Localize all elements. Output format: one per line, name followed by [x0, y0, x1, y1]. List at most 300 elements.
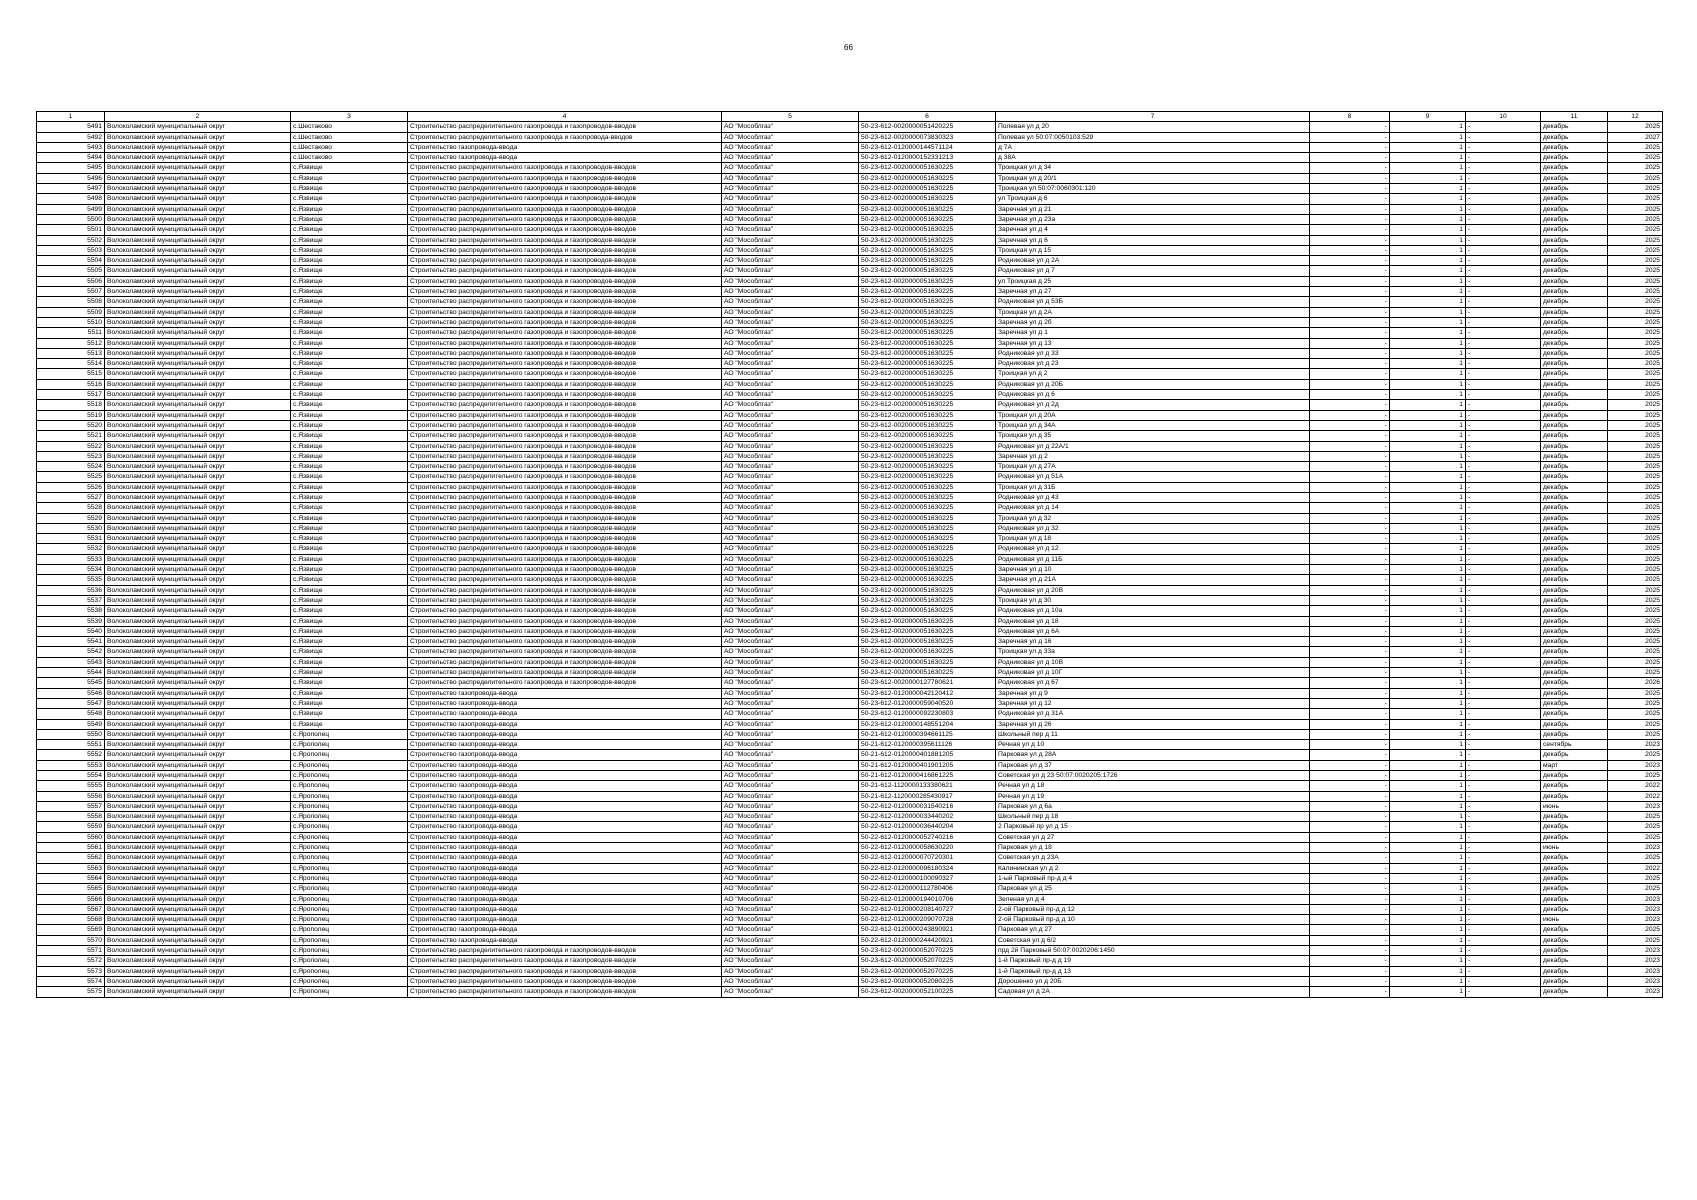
- cell-municipality: Волоколамский муниципальный округ: [105, 740, 291, 750]
- cell-settlement: с.Язвище: [291, 462, 408, 472]
- cell-quantity: 1: [1390, 853, 1466, 863]
- cell-address: Родниковая ул д 53Б: [996, 297, 1310, 307]
- cell-municipality: Волоколамский муниципальный округ: [105, 637, 291, 647]
- cell-quantity: 1: [1390, 317, 1466, 327]
- cell-quantity: 1: [1390, 204, 1466, 214]
- cell-organization: АО "Мособлгаз": [722, 214, 859, 224]
- table-row: [37, 451, 1663, 461]
- cell-organization: АО "Мособлгаз": [722, 595, 859, 605]
- cell-application-number: 50-23-612-0120000144571124: [859, 142, 996, 152]
- cell-application-number: 50-22-612-0120000112780406: [859, 884, 996, 894]
- cell-col-10: -: [1466, 637, 1541, 647]
- table-row: [37, 647, 1663, 657]
- cell-organization: АО "Мособлгаз": [722, 513, 859, 523]
- cell-settlement: с.Язвище: [291, 256, 408, 266]
- cell-quantity: 1: [1390, 163, 1466, 173]
- cell-year: 2025: [1608, 204, 1663, 214]
- cell-year: 2025: [1608, 225, 1663, 235]
- cell-month: декабрь: [1541, 750, 1608, 760]
- table-row: [37, 832, 1663, 842]
- cell-col-8: -: [1310, 214, 1390, 224]
- cell-month: декабрь: [1541, 616, 1608, 626]
- table-row: [37, 637, 1663, 647]
- cell-work-description: Строительство газопровода-ввода: [408, 781, 722, 791]
- cell-address: Троицкая ул д 2А: [996, 307, 1310, 317]
- cell-address: Заречная ул д 9: [996, 688, 1310, 698]
- cell-work-description: Строительство распределительного газопровода и газопроводов-вводов: [408, 338, 722, 348]
- table-row: [37, 801, 1663, 811]
- cell-work-description: Строительство распределительного газопровода и газопроводов-вводов: [408, 544, 722, 554]
- cell-row-number: 5547: [37, 698, 105, 708]
- table-row: [37, 616, 1663, 626]
- cell-address: Троицкая ул д 32: [996, 513, 1310, 523]
- cell-year: 2025: [1608, 245, 1663, 255]
- cell-settlement: с.Язвище: [291, 492, 408, 502]
- cell-year: 2025: [1608, 771, 1663, 781]
- cell-settlement: с.Ярополец: [291, 894, 408, 904]
- cell-municipality: Волоколамский муниципальный округ: [105, 482, 291, 492]
- cell-municipality: Волоколамский муниципальный округ: [105, 853, 291, 863]
- table-row: [37, 173, 1663, 183]
- cell-row-number: 5552: [37, 750, 105, 760]
- cell-row-number: 5557: [37, 801, 105, 811]
- cell-organization: АО "Мособлгаз": [722, 400, 859, 410]
- cell-settlement: с.Язвище: [291, 245, 408, 255]
- table-row: [37, 482, 1663, 492]
- cell-col-10: -: [1466, 873, 1541, 883]
- table-row: [37, 153, 1663, 163]
- cell-col-8: -: [1310, 873, 1390, 883]
- cell-row-number: 5496: [37, 173, 105, 183]
- cell-row-number: 5572: [37, 956, 105, 966]
- cell-application-number: 50-22-612-0120000058630220: [859, 843, 996, 853]
- table-row: [37, 307, 1663, 317]
- table-row: [37, 142, 1663, 152]
- cell-organization: АО "Мособлгаз": [722, 523, 859, 533]
- cell-address: Троицкая ул д 30: [996, 595, 1310, 605]
- cell-month: декабрь: [1541, 153, 1608, 163]
- cell-row-number: 5532: [37, 544, 105, 554]
- table-row: [37, 338, 1663, 348]
- cell-col-10: -: [1466, 884, 1541, 894]
- cell-application-number: 50-22-612-0120000209070728: [859, 915, 996, 925]
- cell-row-number: 5530: [37, 523, 105, 533]
- cell-address: Родниковая ул д 22А/1: [996, 441, 1310, 451]
- page-number: 66: [844, 43, 853, 52]
- cell-work-description: Строительство газопровода-ввода: [408, 925, 722, 935]
- cell-application-number: 50-23-612-0020000051630225: [859, 317, 996, 327]
- cell-application-number: 50-23-612-0020000051630225: [859, 225, 996, 235]
- cell-year: 2023: [1608, 987, 1663, 997]
- cell-organization: АО "Мособлгаз": [722, 791, 859, 801]
- cell-settlement: с.Язвище: [291, 235, 408, 245]
- cell-application-number: 50-23-612-0020000051630225: [859, 276, 996, 286]
- column-header-12: 12: [1608, 112, 1663, 122]
- cell-quantity: 1: [1390, 729, 1466, 739]
- cell-quantity: 1: [1390, 771, 1466, 781]
- cell-application-number: 50-22-612-0120000052740216: [859, 832, 996, 842]
- cell-organization: АО "Мособлгаз": [722, 410, 859, 420]
- cell-municipality: Волоколамский муниципальный округ: [105, 668, 291, 678]
- cell-year: 2025: [1608, 626, 1663, 636]
- cell-work-description: Строительство газопровода-ввода: [408, 709, 722, 719]
- cell-organization: АО "Мособлгаз": [722, 719, 859, 729]
- cell-address: 2-ой Парковый пр-д д 12: [996, 904, 1310, 914]
- cell-quantity: 1: [1390, 420, 1466, 430]
- cell-organization: АО "Мособлгаз": [722, 616, 859, 626]
- table-row: [37, 698, 1663, 708]
- cell-municipality: Волоколамский муниципальный округ: [105, 678, 291, 688]
- cell-month: декабрь: [1541, 472, 1608, 482]
- cell-row-number: 5512: [37, 338, 105, 348]
- cell-row-number: 5535: [37, 575, 105, 585]
- cell-settlement: с.Язвище: [291, 204, 408, 214]
- cell-application-number: 50-21-612-1120000285430917: [859, 791, 996, 801]
- table-row: [37, 400, 1663, 410]
- cell-settlement: с.Ярополец: [291, 884, 408, 894]
- cell-col-10: -: [1466, 256, 1541, 266]
- cell-address: Заречная ул д 2б: [996, 317, 1310, 327]
- cell-work-description: Строительство распределительного газопровода и газопроводов-вводов: [408, 400, 722, 410]
- cell-municipality: Волоколамский муниципальный округ: [105, 163, 291, 173]
- cell-month: декабрь: [1541, 142, 1608, 152]
- cell-col-8: -: [1310, 523, 1390, 533]
- cell-col-8: -: [1310, 987, 1390, 997]
- cell-settlement: с.Ярополец: [291, 729, 408, 739]
- cell-organization: АО "Мособлгаз": [722, 668, 859, 678]
- cell-settlement: с.Язвище: [291, 554, 408, 564]
- cell-settlement: с.Язвище: [291, 451, 408, 461]
- cell-application-number: 50-23-612-0020000051630225: [859, 204, 996, 214]
- cell-row-number: 5564: [37, 873, 105, 883]
- cell-year: 2022: [1608, 863, 1663, 873]
- cell-month: декабрь: [1541, 225, 1608, 235]
- cell-settlement: с.Ярополец: [291, 843, 408, 853]
- cell-work-description: Строительство распределительного газопровода и газопроводов-вводов: [408, 173, 722, 183]
- cell-col-10: -: [1466, 935, 1541, 945]
- cell-col-8: -: [1310, 904, 1390, 914]
- cell-municipality: Волоколамский муниципальный округ: [105, 832, 291, 842]
- table-row: [37, 729, 1663, 739]
- cell-year: 2025: [1608, 297, 1663, 307]
- table-row: [37, 565, 1663, 575]
- cell-organization: АО "Мособлгаз": [722, 709, 859, 719]
- cell-col-10: -: [1466, 853, 1541, 863]
- cell-work-description: Строительство газопровода-ввода: [408, 801, 722, 811]
- cell-municipality: Волоколамский муниципальный округ: [105, 410, 291, 420]
- table-row: [37, 266, 1663, 276]
- cell-col-10: -: [1466, 966, 1541, 976]
- cell-application-number: 50-21-612-0120000416861225: [859, 771, 996, 781]
- cell-col-8: -: [1310, 420, 1390, 430]
- cell-year: 2025: [1608, 719, 1663, 729]
- cell-settlement: с.Язвище: [291, 400, 408, 410]
- cell-col-10: -: [1466, 534, 1541, 544]
- cell-application-number: 50-23-612-0120000092230803: [859, 709, 996, 719]
- cell-col-10: -: [1466, 194, 1541, 204]
- cell-quantity: 1: [1390, 287, 1466, 297]
- cell-row-number: 5566: [37, 894, 105, 904]
- cell-row-number: 5556: [37, 791, 105, 801]
- cell-col-8: -: [1310, 317, 1390, 327]
- cell-organization: АО "Мособлгаз": [722, 801, 859, 811]
- cell-month: декабрь: [1541, 657, 1608, 667]
- cell-col-10: -: [1466, 153, 1541, 163]
- table-row: [37, 894, 1663, 904]
- cell-row-number: 5511: [37, 328, 105, 338]
- cell-application-number: 50-23-612-0020000051630225: [859, 575, 996, 585]
- cell-organization: АО "Мособлгаз": [722, 843, 859, 853]
- cell-month: декабрь: [1541, 400, 1608, 410]
- cell-quantity: 1: [1390, 266, 1466, 276]
- cell-year: 2023: [1608, 894, 1663, 904]
- cell-application-number: 50-23-612-0020000051630225: [859, 513, 996, 523]
- cell-row-number: 5513: [37, 348, 105, 358]
- cell-application-number: 50-23-612-0020000051420225: [859, 122, 996, 132]
- cell-year: 2025: [1608, 276, 1663, 286]
- cell-year: 2025: [1608, 884, 1663, 894]
- cell-work-description: Строительство распределительного газопровода и газопроводов-вводов: [408, 668, 722, 678]
- cell-municipality: Волоколамский муниципальный округ: [105, 266, 291, 276]
- cell-year: 2025: [1608, 338, 1663, 348]
- cell-year: 2025: [1608, 853, 1663, 863]
- cell-municipality: Волоколамский муниципальный округ: [105, 956, 291, 966]
- cell-work-description: Строительство распределительного газопровода и газопроводов-вводов: [408, 410, 722, 420]
- cell-municipality: Волоколамский муниципальный округ: [105, 884, 291, 894]
- cell-col-10: -: [1466, 647, 1541, 657]
- cell-col-8: -: [1310, 812, 1390, 822]
- cell-month: декабрь: [1541, 812, 1608, 822]
- cell-settlement: с.Язвище: [291, 338, 408, 348]
- table-row: [37, 369, 1663, 379]
- cell-organization: АО "Мособлгаз": [722, 750, 859, 760]
- data-table: [36, 111, 1663, 998]
- cell-organization: АО "Мособлгаз": [722, 441, 859, 451]
- cell-settlement: с.Язвище: [291, 698, 408, 708]
- cell-row-number: 5553: [37, 760, 105, 770]
- cell-quantity: 1: [1390, 369, 1466, 379]
- cell-work-description: Строительство распределительного газопровода и газопроводов-вводов: [408, 534, 722, 544]
- cell-quantity: 1: [1390, 441, 1466, 451]
- cell-row-number: 5571: [37, 946, 105, 956]
- cell-application-number: 50-22-612-0120000033440202: [859, 812, 996, 822]
- cell-municipality: Волоколамский муниципальный округ: [105, 348, 291, 358]
- cell-work-description: Строительство газопровода-ввода: [408, 935, 722, 945]
- cell-application-number: 50-23-612-0020000051630225: [859, 287, 996, 297]
- cell-col-10: -: [1466, 245, 1541, 255]
- cell-year: 2025: [1608, 544, 1663, 554]
- cell-address: Троицкая ул д 18: [996, 534, 1310, 544]
- cell-organization: АО "Мособлгаз": [722, 256, 859, 266]
- cell-application-number: 50-23-612-0020000051630225: [859, 431, 996, 441]
- cell-quantity: 1: [1390, 668, 1466, 678]
- cell-organization: АО "Мособлгаз": [722, 606, 859, 616]
- cell-row-number: 5506: [37, 276, 105, 286]
- cell-year: 2025: [1608, 348, 1663, 358]
- cell-month: декабрь: [1541, 287, 1608, 297]
- cell-work-description: Строительство распределительного газопровода и газопроводов-вводов: [408, 297, 722, 307]
- cell-year: 2023: [1608, 976, 1663, 986]
- cell-work-description: Строительство распределительного газопровода и газопроводов-вводов: [408, 122, 722, 132]
- cell-municipality: Волоколамский муниципальный округ: [105, 647, 291, 657]
- cell-settlement: с.Ярополец: [291, 791, 408, 801]
- cell-quantity: 1: [1390, 482, 1466, 492]
- cell-municipality: Волоколамский муниципальный округ: [105, 554, 291, 564]
- cell-year: 2026: [1608, 678, 1663, 688]
- cell-organization: АО "Мособлгаз": [722, 637, 859, 647]
- cell-work-description: Строительство распределительного газопровода и газопроводов-вводов: [408, 976, 722, 986]
- cell-application-number: 50-23-612-0120000059040520: [859, 698, 996, 708]
- cell-address: Родниковая ул д 32: [996, 523, 1310, 533]
- cell-settlement: с.Язвище: [291, 317, 408, 327]
- cell-col-8: -: [1310, 575, 1390, 585]
- cell-organization: АО "Мособлгаз": [722, 904, 859, 914]
- cell-address: Заречная ул д 21: [996, 204, 1310, 214]
- cell-settlement: с.Язвище: [291, 359, 408, 369]
- cell-quantity: 1: [1390, 184, 1466, 194]
- cell-municipality: Волоколамский муниципальный округ: [105, 585, 291, 595]
- cell-application-number: 50-22-612-0120000100090327: [859, 873, 996, 883]
- cell-month: декабрь: [1541, 709, 1608, 719]
- cell-work-description: Строительство газопровода-ввода: [408, 822, 722, 832]
- cell-application-number: 50-23-612-0020000051630225: [859, 328, 996, 338]
- cell-address: Троицкая ул д 20/1: [996, 173, 1310, 183]
- cell-organization: АО "Мособлгаз": [722, 884, 859, 894]
- cell-col-8: -: [1310, 266, 1390, 276]
- cell-application-number: 50-23-612-0120000152331213: [859, 153, 996, 163]
- cell-organization: АО "Мособлгаз": [722, 492, 859, 502]
- cell-address: Полевая ул д 20: [996, 122, 1310, 132]
- cell-address: Заречная ул д 2: [996, 451, 1310, 461]
- cell-application-number: 50-23-612-0020000051630225: [859, 214, 996, 224]
- cell-row-number: 5536: [37, 585, 105, 595]
- cell-address: Троицкая ул 50:07:0060301:120: [996, 184, 1310, 194]
- cell-settlement: с.Язвище: [291, 472, 408, 482]
- cell-row-number: 5517: [37, 390, 105, 400]
- cell-year: 2025: [1608, 441, 1663, 451]
- cell-quantity: 1: [1390, 791, 1466, 801]
- cell-application-number: 50-22-612-0120000208140727: [859, 904, 996, 914]
- cell-col-8: -: [1310, 534, 1390, 544]
- cell-application-number: 50-23-612-0020000051630225: [859, 163, 996, 173]
- cell-row-number: 5525: [37, 472, 105, 482]
- cell-application-number: 50-22-612-0120000096180324: [859, 863, 996, 873]
- cell-quantity: 1: [1390, 462, 1466, 472]
- cell-application-number: 50-23-612-0020000051630225: [859, 441, 996, 451]
- cell-year: 2023: [1608, 946, 1663, 956]
- cell-organization: АО "Мособлгаз": [722, 925, 859, 935]
- cell-quantity: 1: [1390, 132, 1466, 142]
- cell-col-8: -: [1310, 451, 1390, 461]
- cell-work-description: Строительство распределительного газопровода и газопроводов-вводов: [408, 225, 722, 235]
- cell-application-number: 50-23-612-0020000051630225: [859, 451, 996, 461]
- cell-work-description: Строительство распределительного газопровода и газопроводов-вводов: [408, 966, 722, 976]
- cell-application-number: 50-23-612-0020000051630225: [859, 595, 996, 605]
- cell-month: декабрь: [1541, 523, 1608, 533]
- table-row: [37, 184, 1663, 194]
- cell-application-number: 50-23-612-0020000051630225: [859, 626, 996, 636]
- cell-year: 2025: [1608, 390, 1663, 400]
- cell-month: декабрь: [1541, 781, 1608, 791]
- cell-col-8: -: [1310, 595, 1390, 605]
- cell-application-number: 50-23-612-0020000051630225: [859, 194, 996, 204]
- cell-col-8: -: [1310, 513, 1390, 523]
- cell-row-number: 5504: [37, 256, 105, 266]
- cell-year: 2025: [1608, 873, 1663, 883]
- cell-work-description: Строительство газопровода-ввода: [408, 863, 722, 873]
- cell-work-description: Строительство газопровода-ввода: [408, 884, 722, 894]
- cell-col-10: -: [1466, 225, 1541, 235]
- cell-municipality: Волоколамский муниципальный округ: [105, 935, 291, 945]
- cell-quantity: 1: [1390, 976, 1466, 986]
- table-row: [37, 863, 1663, 873]
- cell-quantity: 1: [1390, 451, 1466, 461]
- cell-quantity: 1: [1390, 626, 1466, 636]
- cell-col-8: -: [1310, 781, 1390, 791]
- cell-row-number: 5495: [37, 163, 105, 173]
- cell-row-number: 5507: [37, 287, 105, 297]
- cell-year: 2025: [1608, 307, 1663, 317]
- cell-application-number: 50-23-612-0020000051630225: [859, 256, 996, 266]
- cell-year: 2025: [1608, 287, 1663, 297]
- cell-month: декабрь: [1541, 678, 1608, 688]
- cell-row-number: 5574: [37, 976, 105, 986]
- cell-work-description: Строительство распределительного газопровода и газопроводов-вводов: [408, 987, 722, 997]
- cell-col-10: -: [1466, 173, 1541, 183]
- cell-municipality: Волоколамский муниципальный округ: [105, 729, 291, 739]
- cell-municipality: Волоколамский муниципальный округ: [105, 462, 291, 472]
- cell-organization: АО "Мособлгаз": [722, 153, 859, 163]
- cell-organization: АО "Мособлгаз": [722, 348, 859, 358]
- cell-row-number: 5555: [37, 781, 105, 791]
- cell-row-number: 5544: [37, 668, 105, 678]
- cell-organization: АО "Мособлгаз": [722, 894, 859, 904]
- cell-month: декабрь: [1541, 173, 1608, 183]
- cell-col-10: -: [1466, 379, 1541, 389]
- table-header-row: [37, 112, 1663, 122]
- cell-address: 2 Парковый пр ул д 15: [996, 822, 1310, 832]
- cell-month: декабрь: [1541, 791, 1608, 801]
- cell-col-8: -: [1310, 976, 1390, 986]
- table-row: [37, 843, 1663, 853]
- cell-organization: АО "Мособлгаз": [722, 585, 859, 595]
- cell-month: декабрь: [1541, 637, 1608, 647]
- table-row: [37, 822, 1663, 832]
- cell-work-description: Строительство распределительного газопровода и газопроводов-вводов: [408, 492, 722, 502]
- cell-organization: АО "Мособлгаз": [722, 935, 859, 945]
- cell-quantity: 1: [1390, 740, 1466, 750]
- cell-row-number: 5505: [37, 266, 105, 276]
- cell-organization: АО "Мособлгаз": [722, 163, 859, 173]
- cell-municipality: Волоколамский муниципальный округ: [105, 194, 291, 204]
- cell-col-10: -: [1466, 843, 1541, 853]
- table-row: [37, 328, 1663, 338]
- cell-col-8: -: [1310, 946, 1390, 956]
- table-row: [37, 750, 1663, 760]
- cell-settlement: с.Язвище: [291, 348, 408, 358]
- cell-work-description: Строительство газопровода-ввода: [408, 771, 722, 781]
- cell-quantity: 1: [1390, 678, 1466, 688]
- cell-work-description: Строительство распределительного газопровода и газопроводов-вводов: [408, 513, 722, 523]
- cell-col-8: -: [1310, 740, 1390, 750]
- cell-municipality: Волоколамский муниципальный округ: [105, 575, 291, 585]
- cell-municipality: Волоколамский муниципальный округ: [105, 523, 291, 533]
- table-row: [37, 709, 1663, 719]
- cell-municipality: Волоколамский муниципальный округ: [105, 976, 291, 986]
- table-body: [37, 122, 1663, 997]
- cell-work-description: Строительство газопровода-ввода: [408, 729, 722, 739]
- cell-address: Парковая ул д 37: [996, 760, 1310, 770]
